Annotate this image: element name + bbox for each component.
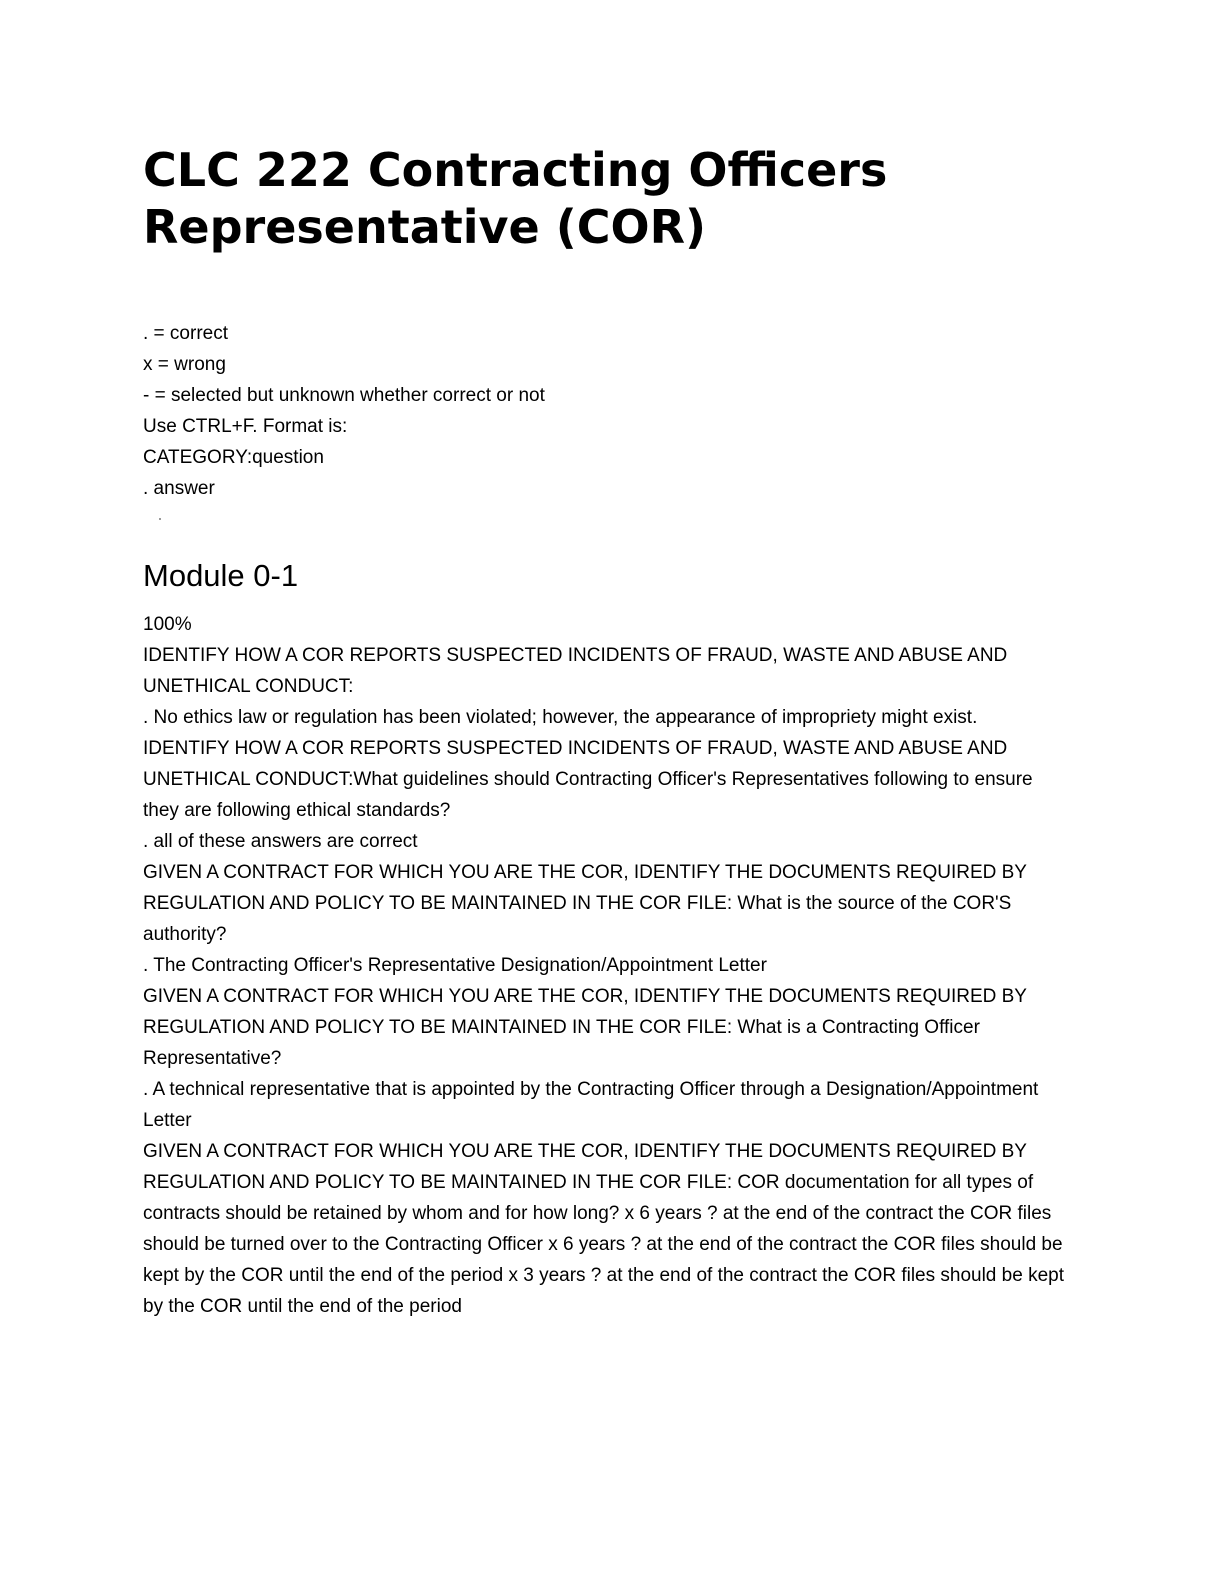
- stray-dot-mark: [159, 518, 161, 520]
- document-title-line-1: CLC 222 Contracting Officers: [143, 143, 888, 197]
- module-score: 100%: [143, 614, 192, 635]
- question-text: IDENTIFY HOW A COR REPORTS SUSPECTED INCIDENTS OF FRAUD, WASTE AND ABUSE AND UNETHICAL CONDUCT:: [143, 645, 1008, 697]
- legend-line: Use CTRL+F. Format is:: [143, 416, 348, 437]
- legend-line: CATEGORY:question: [143, 447, 324, 468]
- legend-line: - = selected but unknown whether correct or not: [143, 385, 545, 406]
- question-text: GIVEN A CONTRACT FOR WHICH YOU ARE THE COR, IDENTIFY THE DOCUMENTS REQUIRED BY REGULATION AND POLICY TO BE MAINTAINED IN THE COR FILE: What is a Contracting Officer Representative?: [143, 986, 1027, 1069]
- legend-line: . = correct: [143, 323, 228, 344]
- answer-key-legend: [143, 318, 1083, 504]
- answer-text: . A technical representative that is appointed by the Contracting Officer through a Designation/Appointment Letter: [143, 1079, 1039, 1131]
- legend-line: . answer: [143, 478, 215, 499]
- document-title: [143, 142, 1103, 256]
- answer-text: . The Contracting Officer's Representative Designation/Appointment Letter: [143, 955, 767, 976]
- module-heading: Module 0-1: [143, 558, 299, 593]
- module-body: [143, 609, 1068, 1322]
- question-text: GIVEN A CONTRACT FOR WHICH YOU ARE THE COR, IDENTIFY THE DOCUMENTS REQUIRED BY REGULATION AND POLICY TO BE MAINTAINED IN THE COR FILE: What is the source of the COR'S authority?: [143, 862, 1027, 945]
- document-title-line-2: Representative (COR): [143, 200, 707, 254]
- legend-line: x = wrong: [143, 354, 226, 375]
- question-text: IDENTIFY HOW A COR REPORTS SUSPECTED INCIDENTS OF FRAUD, WASTE AND ABUSE AND UNETHICAL CONDUCT:What guidelines should Contracting Officer's Representatives following to ensure they are following ethical standards?: [143, 738, 1033, 821]
- answer-text: . No ethics law or regulation has been violated; however, the appearance of impropriety might exist.: [143, 707, 978, 728]
- answer-text: . all of these answers are correct: [143, 831, 418, 852]
- question-text: GIVEN A CONTRACT FOR WHICH YOU ARE THE COR, IDENTIFY THE DOCUMENTS REQUIRED BY REGULATION AND POLICY TO BE MAINTAINED IN THE COR FILE: COR documentation for all types of contracts should be retained by whom and for how long? x 6 years ? at the end of the contract the COR files should be turned over to the Contracting Officer x 6 years ? at the end of the contract the COR files should be kept by the COR until the end of the period x 3 years ? at the end of the contract the COR files should be kept by the COR until the end of the period: [143, 1141, 1064, 1317]
